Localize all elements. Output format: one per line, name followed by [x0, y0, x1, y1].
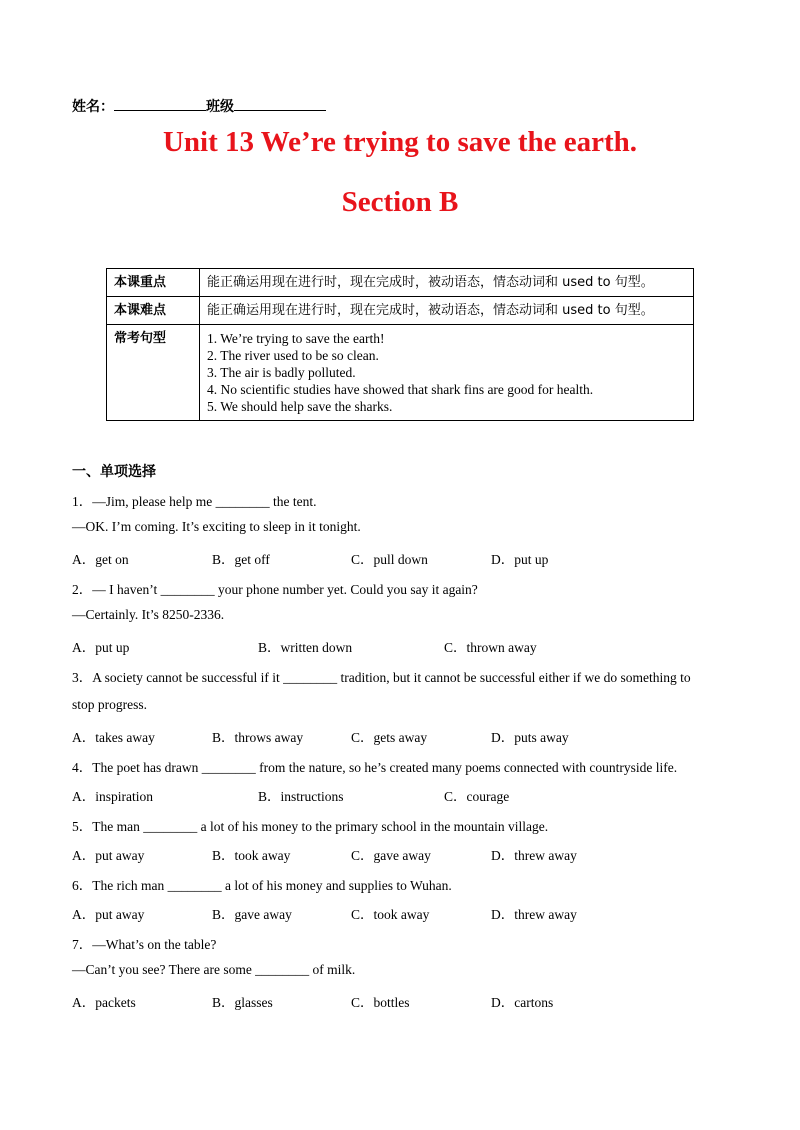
question-2-option-c: C．thrown away	[444, 640, 537, 655]
question-6-stem: 6．The rich man ________ a lot of his money and supplies to Wuhan.	[72, 878, 452, 893]
question-2-line-2: —Certainly. It’s 8250-2336.	[72, 607, 225, 622]
question-7-option-c: C．bottles	[351, 995, 410, 1010]
question-5-option-c: C．gave away	[351, 848, 431, 863]
sentence-item: 2. The river used to be so clean.	[207, 348, 379, 363]
question-1-option-c: C．pull down	[351, 552, 428, 567]
question-6-option-c: C．took away	[351, 907, 430, 922]
sentence-item: 4. No scientific studies have showed that shark fins are good for health.	[207, 382, 594, 397]
question-5-option-b: B．took away	[212, 848, 291, 863]
class-blank	[234, 98, 326, 111]
question-4-option-c: C．courage	[444, 789, 510, 804]
question-3-stem: 3．A society cannot be successful if it ________ tradition, but it cannot be successful either if we do something to	[72, 670, 691, 685]
difficulty-content: 能正确运用现在进行时，现在完成时，被动语态，情态动词和 used to 句型。	[200, 297, 694, 325]
question-5-stem: 5．The man ________ a lot of his money to the primary school in the mountain village.	[72, 819, 549, 834]
sentence-item: 5. We should help save the sharks.	[207, 399, 393, 414]
question-1-option-b: B．get off	[212, 552, 270, 567]
question-6-option-d: D．threw away	[491, 907, 577, 922]
question-3-option-c: C．gets away	[351, 730, 428, 745]
question-7-option-d: D．cartons	[491, 995, 554, 1010]
question-1-option-a: A．get on	[72, 552, 129, 567]
question-7-option-a: A．packets	[72, 995, 136, 1010]
lesson-info-table	[106, 268, 694, 421]
sentences-list	[200, 325, 694, 421]
question-5-option-d: D．threw away	[491, 848, 577, 863]
student-info-line	[72, 96, 326, 116]
question-3-line-2: stop progress.	[72, 697, 147, 712]
section-title: 一、单项选择	[72, 464, 156, 480]
question-3-option-d: D．puts away	[491, 730, 569, 745]
table-row	[107, 297, 694, 325]
key-point-content: 能正确运用现在进行时，现在完成时，被动语态，情态动词和 used to 句型。	[200, 269, 694, 297]
sentence-item: 1. We’re trying to save the earth!	[207, 331, 385, 346]
difficulty-label: 本课难点	[107, 297, 200, 325]
question-5-option-a: A．put away	[72, 848, 145, 863]
question-1-stem: 1．—Jim, please help me ________ the tent.	[72, 494, 317, 509]
question-2-option-b: B．written down	[258, 640, 353, 655]
class-label: 班级	[206, 99, 234, 115]
sentence-item: 3. The air is badly polluted.	[207, 365, 356, 380]
question-2-stem: 2．— I haven’t ________ your phone number yet. Could you say it again?	[72, 582, 478, 597]
question-3-option-a: A．takes away	[72, 730, 155, 745]
name-label: 姓名：	[72, 99, 114, 115]
question-4-option-b: B．instructions	[258, 789, 344, 804]
page-title: Unit 13 We’re trying to save the earth.	[162, 126, 638, 158]
question-4-stem: 4．The poet has drawn ________ from the nature, so he’s created many poems connected with countryside life.	[72, 760, 678, 775]
key-point-label: 本课重点	[107, 269, 200, 297]
table-row	[107, 325, 694, 421]
question-3-option-b: B．throws away	[212, 730, 304, 745]
sentences-label: 常考句型	[107, 325, 200, 421]
page-subtitle: Section B	[341, 186, 459, 218]
name-blank	[114, 98, 206, 111]
question-6-option-b: B．gave away	[212, 907, 292, 922]
question-1-line-2: —OK. I’m coming. It’s exciting to sleep in it tonight.	[72, 519, 361, 534]
question-7-option-b: B．glasses	[212, 995, 273, 1010]
question-1-option-d: D．put up	[491, 552, 549, 567]
question-6-option-a: A．put away	[72, 907, 145, 922]
question-7-stem: 7．—What’s on the table?	[72, 937, 217, 952]
question-4-option-a: A．inspiration	[72, 789, 153, 804]
question-2-option-a: A．put up	[72, 640, 130, 655]
question-7-line-2: —Can’t you see? There are some ________ of milk.	[72, 962, 356, 977]
table-row	[107, 269, 694, 297]
